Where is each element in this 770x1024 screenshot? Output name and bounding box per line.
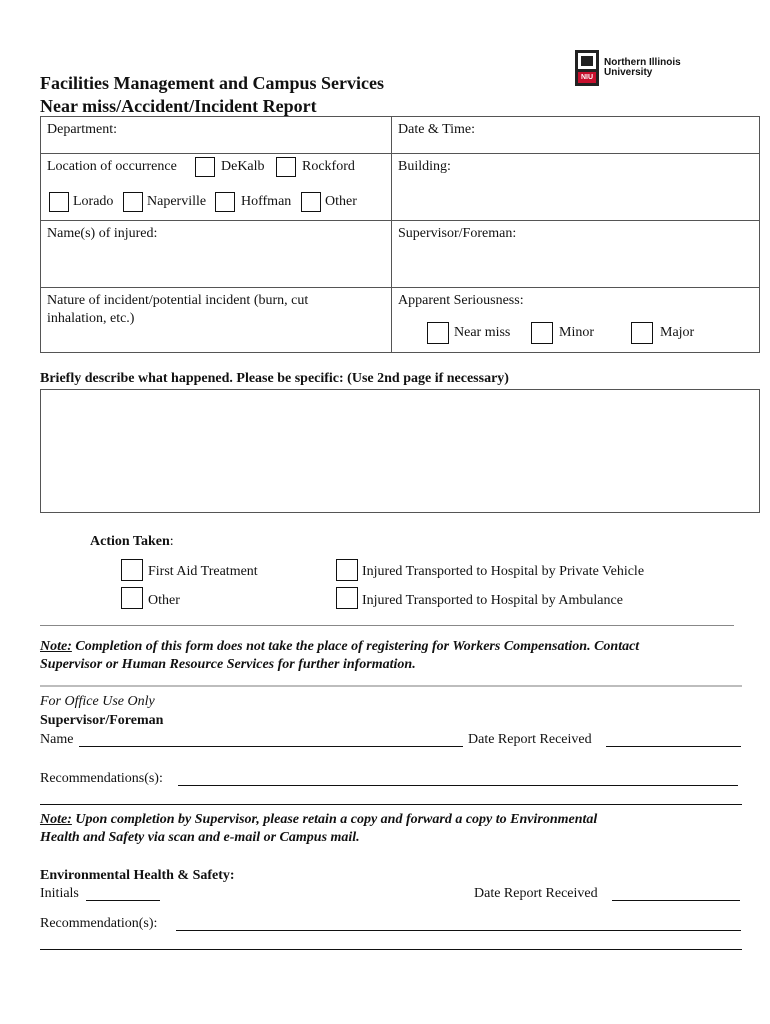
- ehs-recommendation-label: Recommendation(s):: [40, 916, 158, 931]
- injured-label: Name(s) of injured:: [47, 226, 158, 241]
- seriousness-label: Apparent Seriousness:: [398, 293, 524, 308]
- university-logo: [574, 48, 694, 88]
- injured-cell[interactable]: [41, 221, 392, 288]
- major-checkbox[interactable]: [631, 322, 653, 344]
- other-action-label: Other: [148, 593, 180, 608]
- ambulance-label: Injured Transported to Hospital by Ambulance: [362, 593, 623, 608]
- ehs-date-line[interactable]: [612, 900, 740, 901]
- note-1-line-1: Completion of this form does not take the place of registering for Workers Compensation. Contact: [71, 639, 640, 654]
- logo-line-2: University: [604, 67, 653, 78]
- ehs-initials-label: Initials: [40, 886, 79, 901]
- office-use-heading: For Office Use Only: [40, 694, 155, 709]
- supervisor-label: Supervisor/Foreman:: [398, 226, 517, 241]
- divider-1: [40, 625, 734, 626]
- incident-form-table: [40, 116, 760, 353]
- seriousness-cell: [392, 288, 760, 353]
- workers-comp-note: [40, 638, 760, 674]
- building-cell[interactable]: [392, 154, 760, 221]
- datetime-cell[interactable]: [392, 117, 760, 154]
- lorado-label: Lorado: [73, 194, 114, 209]
- department-label: Department:: [47, 122, 117, 137]
- action-taken-colon: :: [169, 534, 174, 549]
- note-1-line-2: Supervisor or Human Resource Services for further information.: [40, 657, 416, 672]
- rockford-checkbox[interactable]: [276, 157, 296, 177]
- office-recommendations-line-2[interactable]: [40, 804, 742, 805]
- office-date-line[interactable]: [606, 746, 741, 747]
- action-taken-heading: [90, 533, 174, 551]
- ehs-recommendation-line[interactable]: [176, 930, 741, 931]
- note-2-prefix: Note:: [40, 812, 72, 827]
- minor-label: Minor: [559, 325, 594, 340]
- note-1-prefix: Note:: [40, 639, 72, 654]
- building-label: Building:: [398, 159, 451, 174]
- dekalb-checkbox[interactable]: [195, 157, 215, 177]
- note-2-line-2: Health and Safety via scan and e-mail or Campus mail.: [40, 830, 360, 845]
- private-vehicle-checkbox[interactable]: [336, 559, 358, 581]
- hoffman-label: Hoffman: [241, 194, 292, 209]
- supervisor-cell[interactable]: [392, 221, 760, 288]
- ehs-recommendation-line-2[interactable]: [40, 949, 742, 950]
- nature-cell[interactable]: [41, 288, 392, 353]
- first-aid-label: First Aid Treatment: [148, 564, 258, 579]
- hoffman-checkbox[interactable]: [215, 192, 235, 212]
- logo-line-1: Northern Illinois: [604, 57, 681, 68]
- note-2-line-1: Upon completion by Supervisor, please retain a copy and forward a copy to Environmental: [71, 812, 598, 827]
- major-label: Major: [660, 325, 695, 340]
- office-name-label: Name: [40, 732, 74, 747]
- near-miss-checkbox[interactable]: [427, 322, 449, 344]
- niu-seal-icon: [574, 48, 600, 88]
- retain-copy-note: [40, 811, 760, 847]
- office-recommendations-label: Recommendations(s):: [40, 771, 163, 786]
- first-aid-checkbox[interactable]: [121, 559, 143, 581]
- naperville-label: Naperville: [147, 194, 207, 209]
- office-recommendations-line[interactable]: [178, 785, 738, 786]
- form-subtitle: Near miss/Accident/Incident Report: [40, 96, 317, 116]
- near-miss-label: Near miss: [454, 325, 511, 340]
- ehs-heading: Environmental Health & Safety:: [40, 868, 235, 883]
- lorado-checkbox[interactable]: [49, 192, 69, 212]
- dekalb-label: DeKalb: [221, 159, 265, 174]
- describe-label: Briefly describe what happened. Please be specific: (Use 2nd page if necessary): [40, 371, 509, 386]
- nature-label: Nature of incident/potential incident (burn, cut inhalation, etc.): [47, 293, 309, 326]
- logo-mark: NIU: [581, 74, 594, 81]
- describe-textarea[interactable]: [40, 389, 760, 513]
- location-cell: [41, 154, 392, 221]
- minor-checkbox[interactable]: [531, 322, 553, 344]
- supervisor-foreman-heading: Supervisor/Foreman: [40, 713, 164, 728]
- private-vehicle-label: Injured Transported to Hospital by Private Vehicle: [362, 564, 645, 579]
- ambulance-checkbox[interactable]: [336, 587, 358, 609]
- department-cell[interactable]: [41, 117, 392, 154]
- ehs-initials-line[interactable]: [86, 900, 160, 901]
- other-location-checkbox[interactable]: [301, 192, 321, 212]
- rockford-label: Rockford: [302, 159, 355, 174]
- action-taken-label: Action Taken: [90, 534, 170, 549]
- other-action-checkbox[interactable]: [121, 587, 143, 609]
- office-name-line[interactable]: [79, 746, 463, 747]
- other-location-label: Other: [325, 194, 357, 209]
- form-title: Facilities Management and Campus Services: [40, 73, 384, 93]
- datetime-label: Date & Time:: [398, 122, 476, 137]
- naperville-checkbox[interactable]: [123, 192, 143, 212]
- ehs-date-label: Date Report Received: [474, 886, 598, 901]
- office-date-label: Date Report Received: [468, 732, 592, 747]
- office-divider: [40, 685, 742, 687]
- location-label: Location of occurrence: [47, 159, 177, 174]
